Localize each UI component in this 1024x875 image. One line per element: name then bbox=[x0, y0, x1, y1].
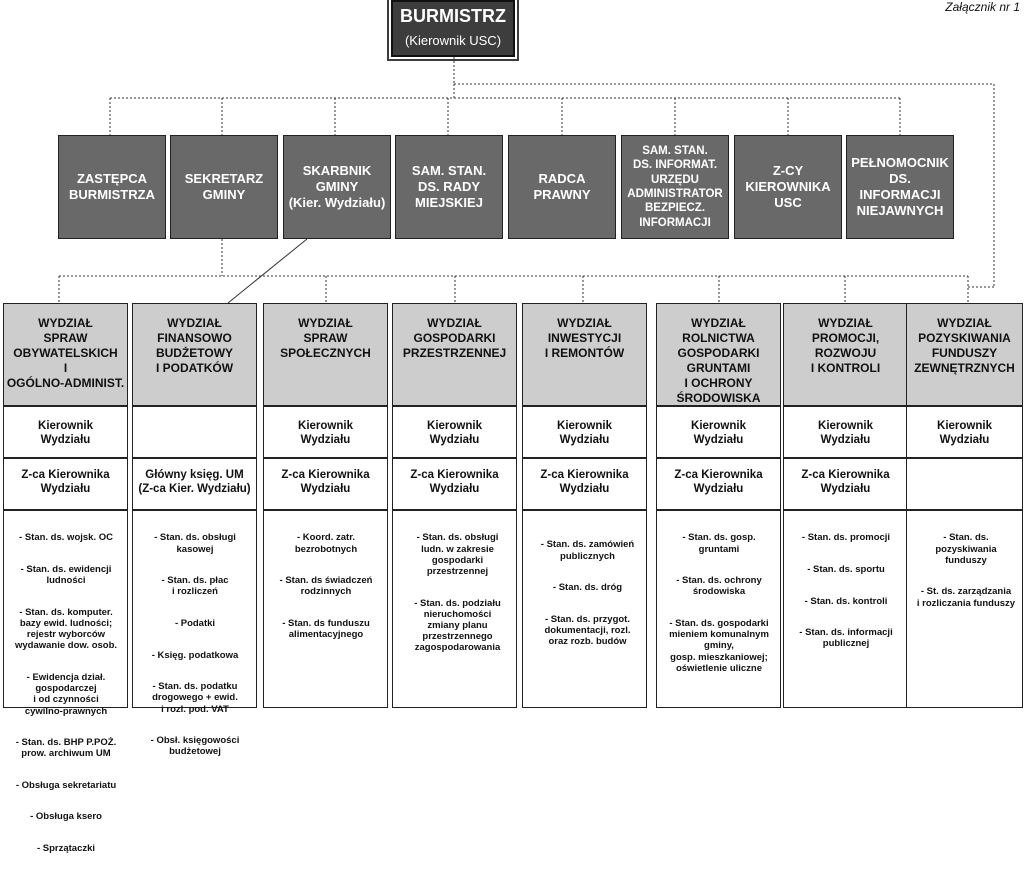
manager-deputy-mayor: ZASTĘPCA BURMISTRZA bbox=[58, 135, 166, 239]
department-investments: WYDZIAŁ INWESTYCJI I REMONTÓW bbox=[522, 303, 647, 406]
department-duties bbox=[3, 510, 128, 855]
department-finance-budget: WYDZIAŁ FINANSOWO BUDŻETOWY I PODATKÓW bbox=[132, 303, 257, 406]
duty-item: - Obsł. księgowości budżetowej bbox=[150, 735, 240, 758]
duty-item: - Stan. ds. podziału nieruchomości zmiany planu przestrzennego zagospodarowania bbox=[414, 597, 501, 654]
department-head: Kierownik Wydziału bbox=[3, 406, 128, 458]
duty-item: - Stan. ds. płac i rozliczeń bbox=[161, 575, 229, 598]
mayor-title: BURMISTRZ bbox=[400, 6, 506, 26]
department-duties bbox=[263, 510, 388, 708]
department-duties bbox=[522, 510, 647, 708]
department-deputy-head: Z-ca Kierownika Wydziału bbox=[656, 458, 781, 510]
duty-item: - Stan. ds. zamówień publicznych bbox=[540, 539, 635, 562]
department-head: Kierownik Wydziału bbox=[392, 406, 517, 458]
department-external-funds: WYDZIAŁ POZYSKIWANIA FUNDUSZY ZEWNĘTRZNYCH bbox=[906, 303, 1023, 406]
department-citizens-affairs: WYDZIAŁ SPRAW OBYWATELSKICH I OGÓLNO-ADMINIST. bbox=[3, 303, 128, 406]
department-deputy-head: Z-ca Kierownika Wydziału bbox=[263, 458, 388, 510]
duty-item: - Stan. ds. ewidencji ludności bbox=[20, 563, 112, 587]
department-head: Kierownik Wydziału bbox=[263, 406, 388, 458]
duty-item: - Stan. ds funduszu alimentacyjnego bbox=[282, 617, 370, 641]
duty-item: - Stan. ds. obsługi kasowej bbox=[154, 532, 236, 555]
mayor-box bbox=[391, 0, 515, 57]
department-deputy-head: Z-ca Kierownika Wydziału bbox=[392, 458, 517, 510]
manager-classified-info: PEŁNOMOCNIK DS. INFORMACJI NIEJAWNYCH bbox=[846, 135, 954, 239]
department-duties bbox=[656, 510, 781, 708]
manager-secretary: SEKRETARZ GMINY bbox=[170, 135, 278, 239]
duty-item: - Stan. ds. gospodarki mieniem komunalnym gminy, gosp. mieszkaniowej; oświetlenie uliczne bbox=[669, 617, 769, 674]
department-deputy-head: Z-ca Kierownika Wydziału bbox=[783, 458, 908, 510]
department-duties bbox=[906, 510, 1023, 708]
manager-it-post: SAM. STAN. DS. INFORMAT. URZĘDU ADMINISTRATOR BEZPIECZ. INFORMACJI bbox=[621, 135, 729, 239]
duty-item: - Stan. ds. wojsk. OC bbox=[19, 532, 113, 544]
department-social-affairs: WYDZIAŁ SPRAW SPOŁECZNYCH bbox=[263, 303, 388, 406]
duty-item: - Stan. ds świadczeń rodzinnych bbox=[279, 575, 373, 598]
duty-item: - Koord. zatr. bezrobotnych bbox=[294, 532, 358, 555]
mayor-subtitle: (Kierownik USC) bbox=[404, 33, 502, 48]
department-agriculture: WYDZIAŁ ROLNICTWA GOSPODARKI GRUNTAMI I OCHRONY ŚRODOWISKA bbox=[656, 303, 781, 406]
duty-item: - Stan. ds. sportu bbox=[807, 563, 885, 575]
duty-item: - Stan. ds. obsługi ludn. w zakresie gospodarki przestrzennej bbox=[416, 532, 499, 577]
department-duties bbox=[783, 510, 908, 708]
department-promotion: WYDZIAŁ PROMOCJI, ROZWOJU I KONTROLI bbox=[783, 303, 908, 406]
duty-item: - Stan. ds. ochrony środowiska bbox=[676, 575, 762, 598]
duty-item: - Stan. ds. komputer. bazy ewid. ludności; rejestr wyborców wydawanie dow. osob. bbox=[14, 606, 118, 652]
department-head: Kierownik Wydziału bbox=[906, 406, 1023, 458]
duty-item: - Stan. ds. promocji bbox=[801, 532, 891, 544]
department-head: Kierownik Wydziału bbox=[522, 406, 647, 458]
department-deputy-head: Z-ca Kierownika Wydziału bbox=[3, 458, 128, 510]
department-head: Kierownik Wydziału bbox=[783, 406, 908, 458]
department-deputy-head: Z-ca Kierownika Wydziału bbox=[522, 458, 647, 510]
duty-item: - Stan. ds. przygot. dokumentacji, rozl. oraz rozb. budów bbox=[544, 613, 631, 648]
duty-item: - Podatki bbox=[174, 617, 216, 629]
duty-item: - Sprzątaczki bbox=[36, 843, 96, 855]
duty-item: - Stan. ds. podatku drogowego + ewid. i rozl. pod. VAT bbox=[152, 681, 238, 715]
manager-treasurer: SKARBNIK GMINY (Kier. Wydziału) bbox=[283, 135, 391, 239]
duty-item: - Ewidencja dział. gospodarczej i od czynności cywilno-prawnych bbox=[24, 671, 108, 717]
duty-item: - Stan. ds. gosp. gruntami bbox=[682, 532, 756, 555]
department-head: Kierownik Wydziału bbox=[656, 406, 781, 458]
duty-item: - Stan. ds. kontroli bbox=[804, 595, 888, 607]
department-deputy-head bbox=[906, 458, 1023, 510]
duty-item: - Stan. ds. BHP P.POŻ. prow. archiwum UM bbox=[15, 737, 117, 760]
duty-item: - Stan. ds. informacji publicznej bbox=[799, 627, 893, 650]
duty-item: - Obsługa ksero bbox=[30, 811, 102, 823]
duty-item: - Stan. ds. pozyskiwania funduszy bbox=[935, 532, 997, 566]
department-deputy-head: Główny księg. UM (Z-ca Kier. Wydziału) bbox=[132, 458, 257, 510]
department-head bbox=[132, 406, 257, 458]
department-spatial-planning: WYDZIAŁ GOSPODARKI PRZESTRZENNEJ bbox=[392, 303, 517, 406]
duty-item: - St. ds. zarządzania i rozliczania funduszy bbox=[916, 586, 1016, 609]
duty-item: - Stan. ds. dróg bbox=[552, 582, 623, 594]
attachment-label: Załącznik nr 1 bbox=[945, 0, 1020, 14]
manager-usc-deputies: Z-CY KIEROWNIKA USC bbox=[734, 135, 842, 239]
manager-legal-counsel: RADCA PRAWNY bbox=[508, 135, 616, 239]
department-duties bbox=[132, 510, 257, 758]
duty-item: - Księg. podatkowa bbox=[151, 649, 239, 661]
duty-item: - Obsługa sekretariatu bbox=[15, 779, 117, 791]
manager-council-post: SAM. STAN. DS. RADY MIEJSKIEJ bbox=[395, 135, 503, 239]
department-duties bbox=[392, 510, 517, 708]
